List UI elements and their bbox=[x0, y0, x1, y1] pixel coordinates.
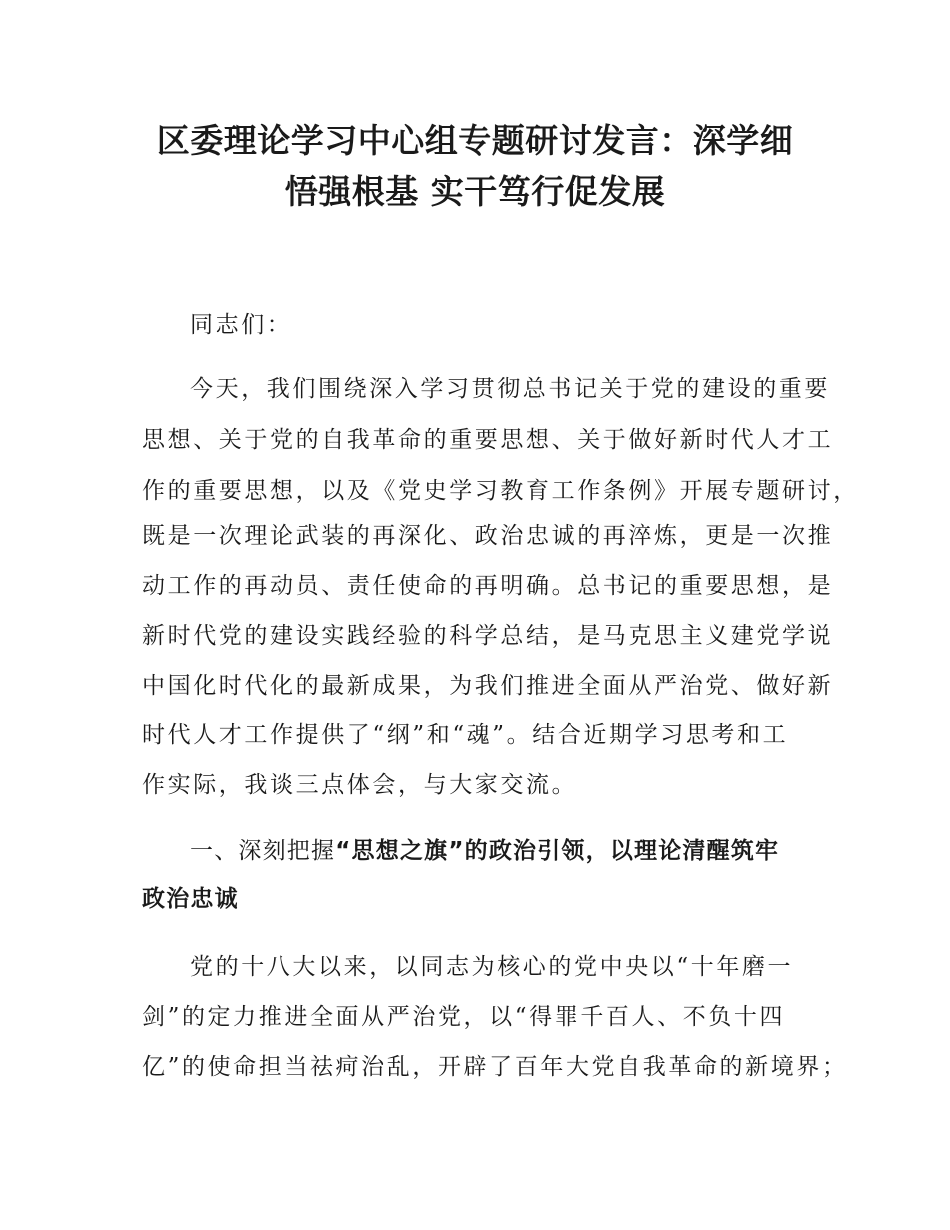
intro-line: 时代人才工作提供了“纲”和“魂”。结合近期学习思考和工 bbox=[142, 722, 789, 748]
section-1-line: 剑”的定力推进全面从严治党，以“得罪千百人、不负十四 bbox=[142, 1004, 786, 1030]
section-heading-text: “思想之旗”的政治引领，以理论清醒筑牢 bbox=[335, 838, 780, 864]
intro-line: 动工作的再动员、责任使命的再明确。总书记的重要思想，是 bbox=[142, 573, 834, 599]
document-title bbox=[120, 115, 830, 217]
section-1-line: 党的十八大以来，以同志为核心的党中央以“十年磨一 bbox=[190, 954, 794, 980]
intro-line: 新时代党的建设实践经验的科学总结，是马克思主义建党学说 bbox=[142, 623, 834, 649]
section-heading-prefix: 一、深刻把握 bbox=[190, 838, 336, 864]
intro-line: 思想、关于党的自我革命的重要思想、关于做好新时代人才工 bbox=[142, 427, 834, 453]
intro-line: 今天，我们围绕深入学习贯彻总书记关于党的建设的重要 bbox=[190, 376, 830, 402]
intro-line: 作的重要思想，以及《党史学习教育工作条例》开展专题研讨， bbox=[142, 478, 859, 504]
title-line-2: 悟强根基 实干笃行促发展 bbox=[284, 172, 666, 211]
intro-line: 中国化时代化的最新成果，为我们推进全面从严治党、做好新 bbox=[142, 673, 834, 699]
title-line-1: 区委理论学习中心组专题研讨发言：深学细 bbox=[156, 121, 794, 160]
intro-line: 作实际，我谈三点体会，与大家交流。 bbox=[142, 772, 578, 798]
salutation: 同志们： bbox=[190, 312, 293, 338]
section-heading-1-continued: 政治忠诚 bbox=[142, 886, 239, 912]
intro-line: 既是一次理论武装的再深化、政治忠诚的再淬炼，更是一次推 bbox=[142, 523, 834, 549]
section-1-line: 亿”的使命担当祛疴治乱，开辟了百年大党自我革命的新境界； bbox=[142, 1054, 848, 1080]
section-heading-1 bbox=[190, 826, 822, 876]
